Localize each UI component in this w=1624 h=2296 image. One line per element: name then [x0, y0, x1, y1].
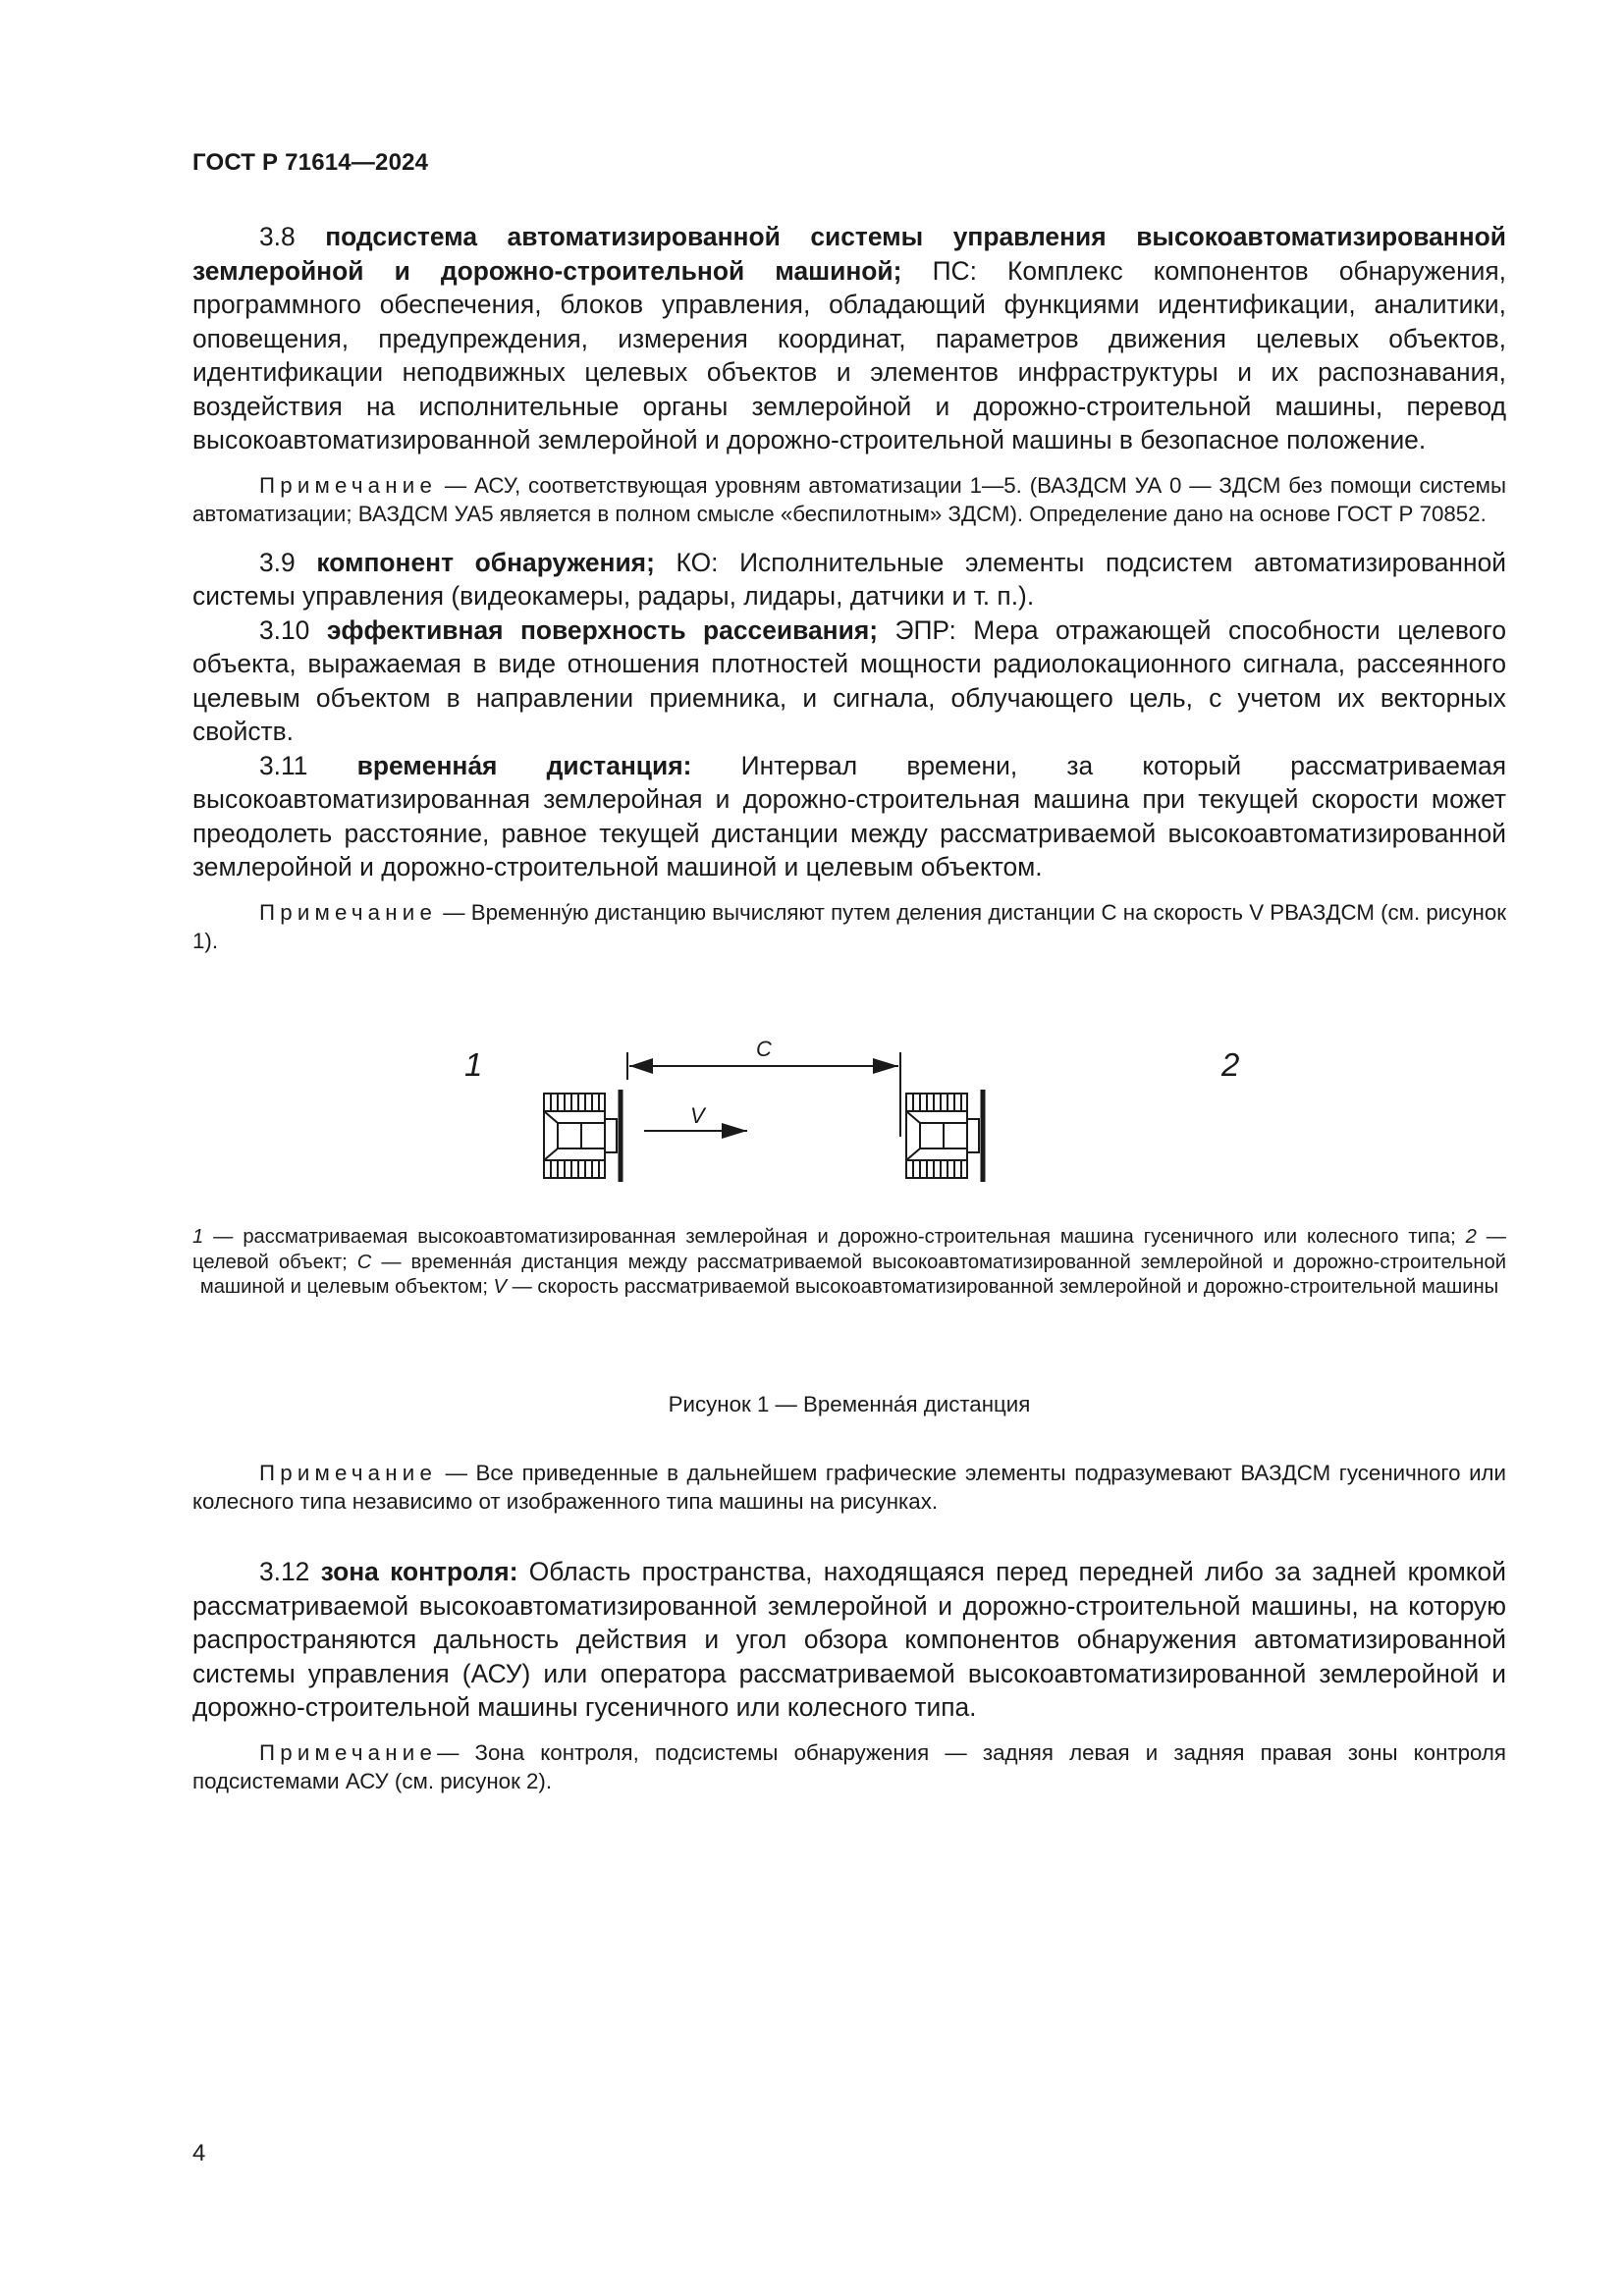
- legend-text-1: — рассматриваемая высокоавтоматизированная землеройная и дорожно-строительная машина гусеничного или колесного типа;: [203, 1226, 1466, 1248]
- figure-label-1: 1: [464, 1046, 483, 1083]
- note-label: Примечание: [259, 899, 438, 925]
- figure-1-legend: [192, 1225, 1506, 1301]
- note-text: — Все приведенные в дальнейшем графические элементы подразумевают ВАЗДСМ гусеничного или колесного типа независимо от изображенного типа машины на рисунках.: [192, 1461, 1506, 1514]
- legend-key-c: C: [356, 1251, 372, 1273]
- document-header: ГОСТ Р 71614—2024: [192, 149, 429, 176]
- definition: КО: Исполнительные элементы подсистем автоматизированной системы управления (видеокамеры, радары, лидары, датчики и т. п.).: [192, 547, 1506, 611]
- legend-text-c: — временна́я дистанция между рассматриваемой высокоавтоматизированной землеройной и дорожно-строительной машиной и целевым объектом;: [199, 1251, 1506, 1298]
- note-text: — Временну́ю дистанцию вычисляют путем деления дистанции С на скорость V РВАЗДСМ (см. рисунок 1).: [192, 899, 1507, 953]
- note-text: — АСУ, соответствующая уровням автоматизации 1—5. (ВАЗДСМ УА 0 — ЗДСМ без помощи системы автоматизации; ВАЗДСМ УА5 является в полном смысле «беспилотным» ЗДСМ). Определение дано на основе ГОСТ Р 70852.: [192, 472, 1506, 526]
- term: зона контроля:: [320, 1557, 518, 1586]
- machine-1: [544, 1090, 621, 1182]
- main-content-top: [192, 220, 1506, 955]
- legend-key-1: 1: [192, 1226, 204, 1248]
- term: эффективная поверхность рассеивания;: [326, 614, 879, 645]
- section-3-10: [192, 614, 1506, 749]
- machine-2: [906, 1090, 983, 1182]
- section-3-9: [192, 546, 1506, 614]
- note-1: [192, 471, 1506, 528]
- figure-label-2: 2: [1221, 1046, 1240, 1083]
- definition: Область пространства, находящаяся перед передней либо за задней кромкой рассматриваемой высокоавтоматизированной землеройной и дорожно-строительной машины, на которую распространяются дальность действия и угол обзора компонентов обнаружения автоматизированной системы управления (АСУ) или оператора рассматриваемой высокоавтоматизированной землеройной и дорожно-строительной машины гусеничного или колесного типа.: [192, 1557, 1506, 1722]
- legend-key-v: V: [493, 1276, 508, 1298]
- section-3-8: [192, 220, 1506, 457]
- section-3-12: [192, 1555, 1506, 1725]
- note-text: — Зона контроля, подсистемы обнаружения — задняя левая и задняя правая зоны контроля подсистемами АСУ (см. рисунок 2).: [192, 1739, 1506, 1793]
- definition: ЭПР: Мера отражающей способности целевого объекта, выражаемая в виде отношения плотностей мощности радиолокационного сигнала, рассеянного целевым объектом в направлении приемника, и сигнала, облучающего цель, с учетом их векторных свойств.: [192, 614, 1507, 746]
- main-content-bottom: [192, 1459, 1506, 1795]
- note-4: [192, 1738, 1506, 1795]
- definition: ПС: Комплекс компонентов обнаружения, программного обеспечения, блоков управления, обладающий функциями идентификации, аналитики, оповещения, предупреждения, измерения координат, параметров движения целевых объектов, идентификации неподвижных целевых объектов и элементов инфраструктуры и их распознавания, воздействия на исполнительные органы землеройной и дорожно-строительной машины, перевод высокоавтоматизированной землеройной и дорожно-строительной машины в безопасное положение.: [192, 255, 1507, 454]
- term: компонент обнаружения;: [316, 547, 655, 577]
- figure-label-v: V: [690, 1103, 705, 1128]
- note-label: Примечание: [259, 472, 438, 498]
- section-number: 3.8: [259, 222, 326, 251]
- note-3: [192, 1459, 1506, 1516]
- legend-key-2: 2: [1465, 1226, 1477, 1248]
- figure-1: [192, 1021, 1506, 1217]
- legend-text-2: — целевой объект;: [192, 1226, 1506, 1273]
- note-label: Примечание: [259, 1461, 438, 1485]
- figure-1-caption: Рисунок 1 — Временна́я дистанция: [668, 1392, 1031, 1416]
- legend-text-v: — скорость рассматриваемой высокоавтоматизированной землеройной и дорожно-строительной машины: [507, 1276, 1499, 1298]
- figure-label-c: C: [756, 1037, 772, 1061]
- section-number: 3.9: [259, 547, 317, 577]
- note-label: Примечание: [259, 1739, 438, 1765]
- section-number: 3.11: [259, 750, 357, 780]
- definition: Интервал времени, за который рассматриваемая высокоавтоматизированная землеройная и дорожно-строительная машина при текущей скорости может преодолеть расстояние, равное текущей дистанции между рассматриваемой высокоавтоматизированной землеройной и дорожно-строительной машиной и целевым объектом.: [192, 750, 1506, 881]
- term: подсистема автоматизированной системы управления высокоавтоматизированной землеройной и дорожно-строительной машиной;: [192, 222, 1506, 286]
- figure-1-diagram: [192, 1021, 1506, 1217]
- term: временна́я дистанция:: [356, 750, 692, 780]
- note-2: [192, 898, 1506, 955]
- section-3-11: [192, 749, 1506, 884]
- page-number: 4: [192, 2140, 206, 2166]
- section-number: 3.10: [259, 614, 327, 645]
- section-number: 3.12: [259, 1557, 321, 1586]
